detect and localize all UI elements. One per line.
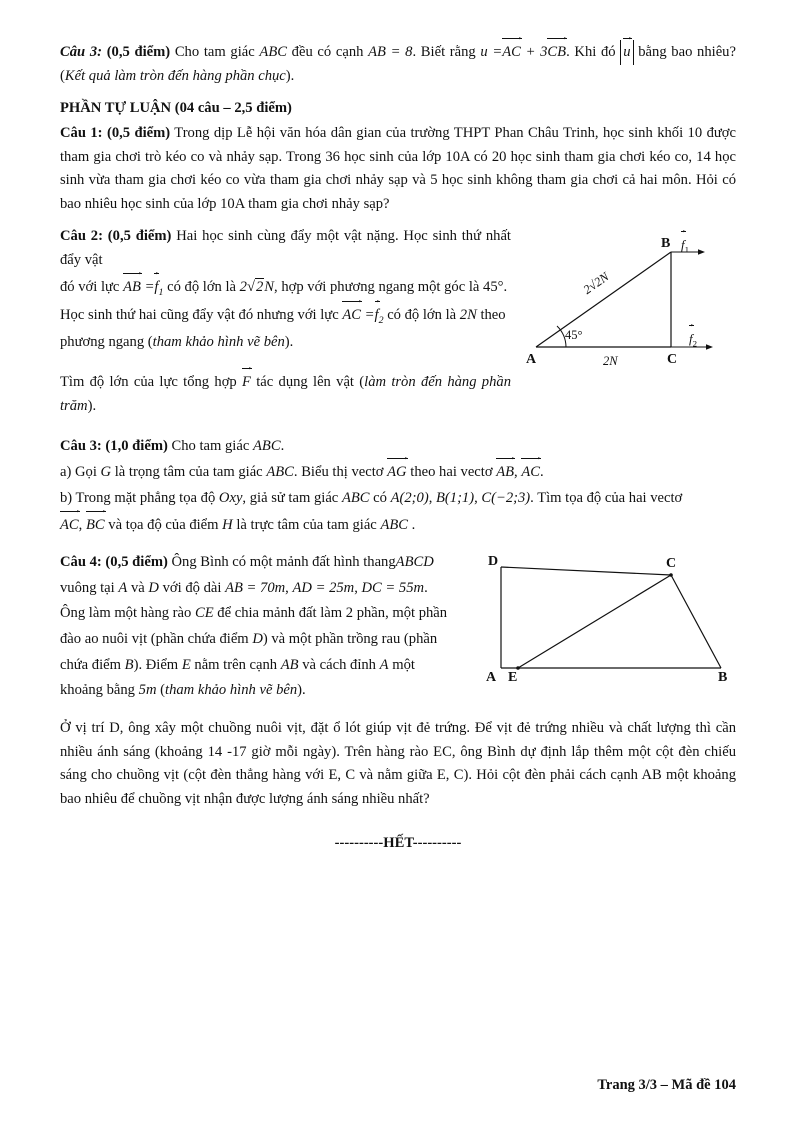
q3top-abs-u xyxy=(620,40,633,65)
q4-l2-d: . xyxy=(424,579,428,596)
figure-label-A: A xyxy=(526,352,537,368)
q2-eq-1: = xyxy=(144,278,155,295)
force-triangle-svg xyxy=(521,227,736,377)
q3a-vec-ab: AB xyxy=(496,460,514,485)
figure-label-B: B xyxy=(661,236,671,252)
q3b-text-4: . Tìm tọa độ của hai vectơ xyxy=(530,489,683,506)
q4-l5-a: chứa điểm xyxy=(60,656,121,673)
exam-page xyxy=(60,40,736,855)
q3b-point-C: C(−2;3) xyxy=(481,489,531,506)
q1-body: Trong dịp Lễ hội văn hóa dân gian của trường THPT Phan Châu Trinh, học sinh khối 10 được tham gia chơi trò kéo co và nhảy sạp. Trong 36 học sinh của lớp 10A có 20 học sinh tham gia chơi kéo co, 14 học sinh vừa tham gia chơi kéo co vừa tham gia chơi nhảy sạp và 5 học sinh không tham gia chơi cả hai môn. Hỏi có bao nhiêu học sinh của lớp 10A tham gia chơi nhảy sạp? xyxy=(60,124,736,212)
q4-l5-c: nằm trên cạnh xyxy=(194,656,278,673)
q3b-text-1: b) Trong mặt phẳng tọa độ xyxy=(60,489,216,506)
q3a-text-3: . Biểu thị vectơ xyxy=(293,464,384,481)
q3a-text-4: theo hai vectơ xyxy=(410,464,493,481)
q3-part-b-cont xyxy=(60,513,736,538)
q3top-ab-eq: AB = 8 xyxy=(368,44,413,60)
trap-label-C: C xyxy=(666,556,677,572)
q3b-point-B: B(1;1) xyxy=(436,489,475,506)
q2-points: (0,5 điểm) xyxy=(107,228,172,245)
q2-line4-b: ). xyxy=(284,333,294,350)
q3top-text-1: Cho tam giác xyxy=(174,44,255,60)
q2-line5-b: tác dụng lên vật ( xyxy=(256,374,365,391)
figure-side-base: 2N xyxy=(603,354,618,369)
q2-eq-2: = xyxy=(364,306,375,323)
q3b-abc2: ABC xyxy=(380,516,409,533)
q4-abcd: ABCD xyxy=(395,554,434,571)
q3top-plus3: + 3 xyxy=(525,44,548,60)
q2-line2-c: , hợp với phương ngang một góc là 45°. xyxy=(274,278,508,295)
q2-line5-c: ). xyxy=(87,397,97,414)
q3top-text-5: bằng bao nhiêu? ( xyxy=(60,44,736,84)
q3a-text-2: là trọng tâm của tam giác xyxy=(114,464,263,481)
q4-l5-b: ). Điểm xyxy=(133,656,179,673)
force-triangle-figure xyxy=(521,227,736,377)
trap-label-E: E xyxy=(508,670,518,686)
q4-l2-ab: AB = 70m xyxy=(225,579,286,596)
q3b-oxy: Oxy xyxy=(218,489,243,506)
q3top-text-3: . Biết rằng xyxy=(412,44,476,60)
q4-l4-D: D xyxy=(252,631,263,648)
q3top-text-2: đều có cạnh xyxy=(291,44,364,60)
trapezoid-svg xyxy=(486,555,736,685)
q2-line5-a: Tìm độ lớn của lực tổng hợp xyxy=(60,374,237,391)
q3a-text-1: a) Gọi xyxy=(60,464,97,481)
figure-f2-symbol: f xyxy=(689,327,693,349)
q4-l5-E: E xyxy=(181,656,191,673)
question-2 xyxy=(60,225,736,420)
section-heading: PHẦN TỰ LUẬN (04 câu – 2,5 điểm) xyxy=(60,100,292,117)
q2-vec-f1: f xyxy=(154,275,158,300)
end-mark: ----------HẾT---------- xyxy=(334,834,462,851)
q4-l2-b: và xyxy=(130,579,145,596)
q3-part-a xyxy=(60,460,736,485)
q3-lead: Cho tam giác xyxy=(171,437,250,454)
q3-lead-line xyxy=(60,435,736,459)
q3a-vec-ac: AC xyxy=(521,460,540,485)
q3top-text-4: . Khi đó xyxy=(566,44,616,60)
q4-l2-c: với độ dài xyxy=(162,579,222,596)
q3a-comma: , xyxy=(514,464,518,481)
q4-l5-e: một xyxy=(392,656,415,673)
q2-f2-sub: 2 xyxy=(378,314,384,326)
q4-l3-a: Ông làm một hàng rào xyxy=(60,605,192,622)
q2-line3-b: có độ lớn là xyxy=(387,306,457,323)
q4-label: Câu 4: xyxy=(60,554,102,571)
q1-label: Câu 1: xyxy=(60,124,103,141)
q2-vec-ac: AC xyxy=(342,303,361,328)
q4-l5-A: A xyxy=(379,656,389,673)
q2-val1-unit: N xyxy=(264,278,275,295)
page-footer: Trang 3/3 – Mã đề 104 xyxy=(597,1077,736,1093)
q3a-abc: ABC xyxy=(266,464,294,481)
q4-line-2: vuông tại A và D với độ dài AB = 70m, AD = 25m, DC = 55m. xyxy=(60,579,428,596)
q4-l4-a: đào ao nuôi vịt (phần chứa điểm xyxy=(60,631,249,648)
q3b-text-6: là trực tâm của tam giác xyxy=(236,516,377,533)
q3b-text-7: . xyxy=(411,516,416,533)
q2-line3-a: Học sinh thứ hai cũng đẩy vật đó nhưng với lực xyxy=(60,306,339,323)
q3-label: Câu 3: xyxy=(60,437,102,454)
q4-l2-ad: AD = 25m xyxy=(292,579,355,596)
q2-vec-ab: AB xyxy=(123,275,141,300)
q4-l3-b: để chia mảnh đất làm 2 phần, một phần xyxy=(217,605,448,622)
question-4 xyxy=(60,551,736,812)
q4-l2-A: A xyxy=(118,579,128,596)
q3b-point-A: A(2;0) xyxy=(390,489,429,506)
q2-line3-c: theo xyxy=(480,306,506,323)
q4-l3-ce: CE xyxy=(194,605,214,622)
q3top-points: (0,5 điểm) xyxy=(106,44,171,60)
q3top-abc: ABC xyxy=(259,44,287,60)
q3top-vec-ac: AC xyxy=(502,40,521,65)
q2-val1-rad: 2 xyxy=(255,278,264,295)
q3-abc: ABC xyxy=(252,437,281,454)
q3b-abc: ABC xyxy=(341,489,370,506)
figure-f1-symbol: f xyxy=(681,233,685,255)
q4-l5-B: B xyxy=(124,656,134,673)
figure-f1-sub: 1 xyxy=(684,245,690,256)
q3b-vec-bc: BC xyxy=(86,513,105,538)
q3-part-b: b) Trong mặt phẳng tọa độ Oxy, giả sử tam giác ABC có A(2;0), B(1;1), C(−2;3). Tìm tọa độ của hai vectơ xyxy=(60,489,683,506)
q4-tail: Ở vị trí D, ông xây một chuồng nuôi vịt, đặt ổ lót giúp vịt đẻ trứng. Để vịt đẻ trứng nhiều và chất lượng thì cần nhiều ánh sáng (khoảng 14 -17 giờ mỗi ngày). Trên hàng rào EC, ông Bình dự định lắp thêm một cột đèn chiếu sáng cho chuồng vịt (cột đèn thẳng hàng với E, C và nằm giữa E, C). Hỏi cột đèn phải cách cạnh AB một khoảng bao nhiêu để chuồng vịt nhận được lượng ánh sáng nhiều nhất? xyxy=(60,720,736,808)
q4-l2-D: D xyxy=(148,579,159,596)
q2-val1: 2√2N xyxy=(239,278,275,295)
q4-l6-b: ( xyxy=(160,682,166,699)
q4-l6-a: khoảng bằng xyxy=(60,682,135,699)
q4-points: (0,5 điểm) xyxy=(105,554,168,571)
trap-label-B: B xyxy=(718,670,728,686)
trap-label-D: D xyxy=(488,554,499,570)
q4-l1-a: Ông Bình có một mảnh đất hình thang xyxy=(171,554,396,571)
q2-label: Câu 2: xyxy=(60,228,103,245)
q3b-text-3: có xyxy=(373,489,387,506)
q3top-u-symbol: u xyxy=(623,40,630,65)
q2-line-5 xyxy=(60,370,736,418)
q2-line4-ital: tham khảo hình vẽ bên xyxy=(152,333,285,350)
question-1 xyxy=(60,122,736,217)
q2-line1-text: Hai học sinh cùng đẩy một vật nặng. Học sinh thứ nhất đẩy vật xyxy=(60,228,511,269)
question-3 xyxy=(60,435,736,538)
q3b-vec-ac: AC xyxy=(60,513,79,538)
q4-l6-c: ). xyxy=(297,682,306,699)
q2-line2-a: đó với lực xyxy=(60,278,120,295)
q4-l4-b: ) và một phần trồng rau (phần xyxy=(262,631,438,648)
q4-l6-5m: 5m xyxy=(138,682,157,699)
q3b-H: H xyxy=(222,516,233,533)
q3b-comma: , xyxy=(78,516,83,533)
q2-vec-f2: f xyxy=(375,303,379,328)
q3b-text-5: và tọa độ của điểm xyxy=(108,516,219,533)
q2-val1-num: 2 xyxy=(239,278,247,295)
q4-l2-a: vuông tại xyxy=(60,579,115,596)
q3a-text-5: . xyxy=(540,464,544,481)
figure-f2-sub: 2 xyxy=(692,339,698,350)
trap-label-A: A xyxy=(486,670,497,686)
q3top-label: Câu 3: xyxy=(60,44,102,60)
q4-l2-dc: DC = 55m xyxy=(361,579,425,596)
q2-line4-a: phương ngang ( xyxy=(60,333,153,350)
q2-f1-sub: 1 xyxy=(158,286,164,298)
q3b-text-2: , giả sử tam giác xyxy=(242,489,339,506)
figure-angle-45: 45° xyxy=(565,328,583,343)
q3a-G: G xyxy=(100,464,112,481)
question-3-top xyxy=(60,40,736,88)
figure-label-C: C xyxy=(667,352,678,368)
q4-l5-d: và cách đỉnh xyxy=(302,656,376,673)
q3-points: (1,0 điểm) xyxy=(105,437,168,454)
q3a-vec-ag: AG xyxy=(387,460,406,485)
figure-label-f1 xyxy=(681,233,689,257)
q4-l5-ab: AB xyxy=(280,656,299,673)
q2-line5-ital: làm tròn đến hàng phần trăm xyxy=(60,374,511,414)
figure-label-f2 xyxy=(689,327,697,351)
q3-dot: . xyxy=(280,437,285,454)
q3top-u-eq: u = xyxy=(480,44,503,60)
q2-line2-b: có độ lớn là xyxy=(167,278,237,295)
q2-vec-F: F xyxy=(242,370,251,395)
trapezoid-figure xyxy=(486,555,736,705)
q3top-vec-cb: CB xyxy=(547,40,566,65)
q2-val2: 2N xyxy=(459,306,477,323)
figure-side-hyp: 2√2N xyxy=(580,270,612,298)
q3top-note: Kết quả làm tròn đến hàng phần chục xyxy=(64,67,286,84)
q4-l6-ital: tham khảo hình vẽ bên xyxy=(165,682,298,699)
q1-points: (0,5 điểm) xyxy=(106,124,171,141)
q3top-text-6: ). xyxy=(285,67,295,84)
